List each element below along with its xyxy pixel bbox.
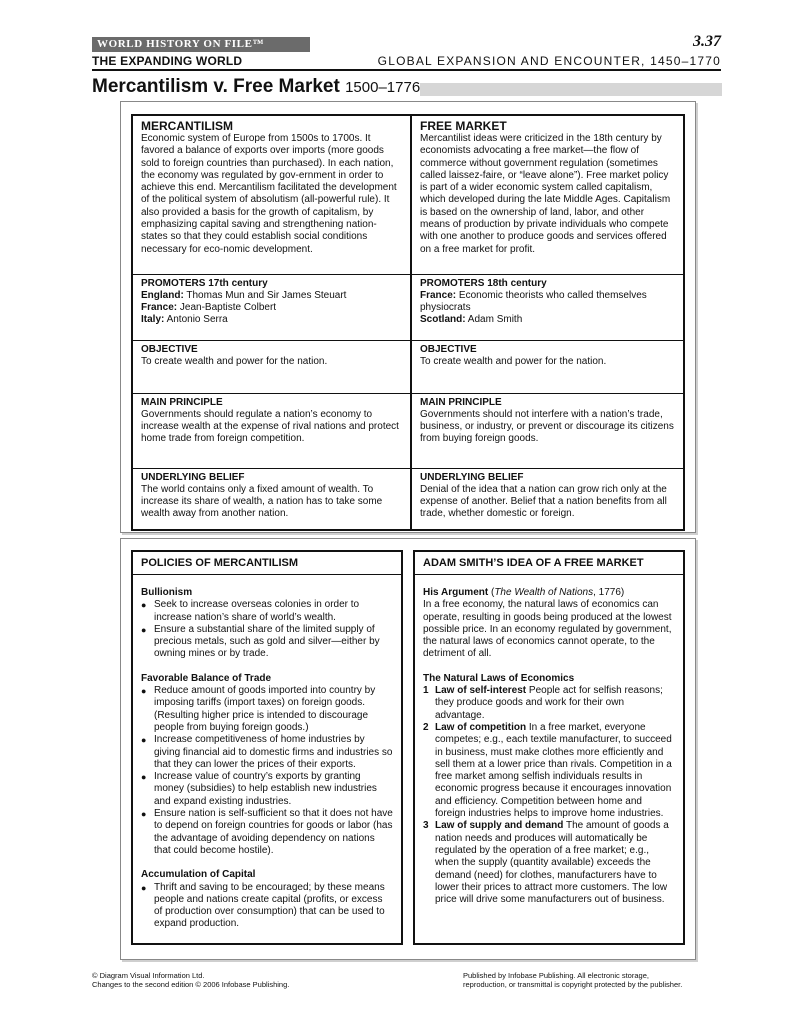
free-market-objective: To create wealth and power for the nation.: [420, 355, 607, 367]
promoter-names: Economic theorists who called themselves physiocrats: [420, 289, 647, 314]
list-item: [423, 685, 675, 722]
law-text: People act for selfish reasons; they produce goods and work for their own advantage.: [435, 685, 663, 721]
law-number: 1: [423, 685, 429, 697]
mercantilism-objective-cell: [132, 340, 411, 393]
free-market-belief-cell: [411, 468, 684, 530]
list-item: ● Reduce amount of goods imported into country by imposing tariffs (import taxes) on foreign goods. (Resulting higher price is intended to discourage people from buying foreign goods.): [141, 685, 393, 734]
mercantilism-promoters-heading: PROMOTERS 17th century: [141, 277, 268, 289]
trade-list: [141, 685, 393, 857]
series-label: WORLD HISTORY ON FILE™: [92, 37, 310, 52]
policies-heading: POLICIES OF MERCANTILISM: [133, 557, 401, 575]
header-rule: [92, 69, 721, 71]
argument-text: In a free economy, the natural laws of economics can operate, resulting in goods being produced at the lowest possible price. In an economy regulated by government, the natural laws of economics cannot operate, to the detriment of all.: [423, 599, 672, 660]
list-item: ● Seek to increase overseas colonies in order to increase nation’s share of world’s wealth.: [141, 599, 393, 624]
footer-edition: Changes to the second edition © 2006 Infobase Publishing.: [92, 980, 290, 989]
free-market-intro: Mercantilist ideas were criticized in the 18th century by economists advocating a free market—the flow of commerce without government regulation (sometimes called laissez-faire, or “leave alone”). Free market policy is part of a wider economic system called capitalism, which developed during the late Middle Ages. Capitalism is based on the ownership of land, labor, and other means of production by private individuals who compete with one another to produce goods and services offered on a free market for profit.: [420, 133, 671, 255]
law-text: In a free market, everyone competes; e.g., each textile manufacturer, to succeed in business, must make clothes more efficiently and sell them at a lower price than rivals. Competition in a free market among selfish individuals results in economic progress because it encourages innovation and efficiency. Competition between home and foreign industries helps to improve home industries.: [435, 721, 672, 820]
list-item: ● Thrift and saving to be encouraged; by these means people and nations create capital (profits, or excess of production over consumption) that can be used to expand production.: [141, 882, 393, 931]
law-title: Law of self-interest: [435, 685, 527, 697]
mercantilism-intro-cell: [132, 115, 411, 274]
smith-box: [413, 550, 685, 945]
trade-heading: Favorable Balance of Trade: [141, 672, 272, 684]
mercantilism-principle: Governments should regulate a nation’s economy to increase wealth at the expense of rival nations and protect home trade from foreign competition.: [141, 408, 399, 445]
mercantilism-heading: MERCANTILISM: [141, 119, 233, 133]
argument-year: , 1776): [593, 587, 625, 598]
page-title: [92, 76, 420, 98]
footer-copyright: © Diagram Visual Information Ltd.: [92, 971, 205, 980]
free-market-objective-cell: [411, 340, 684, 393]
promoter-country: England:: [141, 289, 184, 301]
promoter-country: France:: [420, 289, 457, 301]
footer-left: [92, 971, 289, 989]
free-market-intro-cell: [411, 115, 684, 274]
free-market-promoters-heading: PROMOTERS 18th century: [420, 277, 547, 289]
mercantilism-promoters-cell: [132, 274, 411, 340]
list-item: ● Increase competitiveness of home industries by giving financial aid to domestic firms and industries so that they can lower the prices of their exports.: [141, 734, 393, 771]
promoter-names: Jean-Baptiste Colbert: [179, 302, 277, 314]
promoter-country: France:: [141, 302, 178, 314]
smith-argument: [423, 587, 675, 661]
table-row: [132, 340, 684, 393]
mercantilism-belief-heading: UNDERLYING BELIEF: [141, 471, 245, 483]
law-title: Law of supply and demand: [435, 820, 564, 832]
promoter-line: [420, 314, 675, 326]
mercantilism-intro: Economic system of Europe from 1500s to 1700s. It favored a balance of exports over imports (more goods sold to foreign countries than purchased). In each nation, the economy was regulated by gov-ernment in order to achieve this end. Mercantilism facilitated the development of the political system of absolutism (all-powerful rule). It also provided a basis for the growth of capitalism, by emphasizing capital saving and strengthening nation-states so that they could establish social conditions necessary for eco-nomic development.: [141, 133, 397, 255]
promoter-names: Adam Smith: [467, 314, 523, 326]
free-market-objective-heading: OBJECTIVE: [420, 343, 477, 355]
policies-box: [131, 550, 403, 945]
list-item: ● Ensure nation is self-sufficient so that it does not have to depend on foreign countries for goods or labor (has the advantage of avoiding dependency on nations that could become hostile).: [141, 808, 393, 857]
list-item: ● Ensure a substantial share of the limited supply of precious metals, such as gold and silver—either by owning mines or by trade.: [141, 624, 393, 661]
argument-book: The Wealth of Nations: [494, 587, 594, 598]
law-text: The amount of goods a nation needs and produces will automatically be regulated by the operation of a free market; e.g., when the supply (quantity available) exceeds the demand (need) for clothes, manufacturers have to lower their prices to attract more customers. The low price will drive some manufacturers out of business.: [435, 820, 669, 906]
table-row: [132, 468, 684, 530]
title-main: Mercantilism v. Free Market: [92, 76, 340, 97]
table-row: [132, 115, 684, 274]
footer-right: [463, 971, 682, 989]
table-row: [132, 393, 684, 468]
page-number: 3.37: [693, 33, 721, 50]
capital-heading: Accumulation of Capital: [141, 869, 256, 881]
free-market-principle-cell: [411, 393, 684, 468]
footer-rights: reproduction, or transmittal is copyright protected by the publisher.: [463, 980, 683, 989]
smith-heading: ADAM SMITH’S IDEA OF A FREE MARKET: [415, 557, 683, 575]
promoter-country: Scotland:: [420, 314, 466, 326]
bullionism-list: [141, 599, 393, 660]
free-market-belief-heading: UNDERLYING BELIEF: [420, 471, 524, 483]
mercantilism-objective: To create wealth and power for the nation.: [141, 355, 328, 367]
free-market-belief: Denial of the idea that a nation can grow rich only at the expense of another. Belief that a nation benefits from all trade, whether domestic or foreign.: [420, 483, 667, 520]
promoter-names: Thomas Mun and Sir James Steuart: [186, 289, 347, 301]
promoter-line: [141, 314, 402, 326]
free-market-promoters-cell: [411, 274, 684, 340]
list-item: ● Increase value of country’s exports by granting money (subsidies) to help establish new industries and expand existing industries.: [141, 771, 393, 808]
title-shade-bar: [420, 83, 722, 96]
mercantilism-belief-cell: [132, 468, 411, 530]
capital-list: [141, 882, 393, 931]
unit-title: GLOBAL EXPANSION AND ENCOUNTER, 1450–1770: [377, 54, 721, 68]
law-number: 3: [423, 820, 429, 832]
mercantilism-principle-cell: [132, 393, 411, 468]
mercantilism-belief: The world contains only a fixed amount of wealth. To increase its share of wealth, a nation has to take some wealth away from another nation.: [141, 483, 383, 520]
list-item: [423, 820, 675, 906]
promoter-country: Italy:: [141, 314, 165, 326]
bullionism-heading: Bullionism: [141, 587, 193, 598]
free-market-heading: FREE MARKET: [420, 119, 507, 133]
promoter-line: [141, 290, 402, 302]
footer-publisher: Published by Infobase Publishing. All electronic storage,: [463, 971, 649, 980]
mercantilism-principle-heading: MAIN PRINCIPLE: [141, 396, 223, 408]
free-market-principle-heading: MAIN PRINCIPLE: [420, 396, 502, 408]
laws-heading: The Natural Laws of Economics: [423, 672, 575, 684]
comparison-table: [131, 114, 685, 531]
table-row: [132, 274, 684, 340]
mercantilism-objective-heading: OBJECTIVE: [141, 343, 198, 355]
promoter-line: [141, 302, 402, 314]
title-dates: 1500–1776: [345, 79, 421, 96]
law-title: Law of competition: [435, 721, 527, 733]
argument-paren: (: [488, 587, 495, 598]
argument-label: His Argument: [423, 587, 489, 598]
law-number: 2: [423, 721, 429, 733]
free-market-principle: Governments should not interfere with a nation’s trade, business, or industry, or prevent or discourage its citizens from buying foreign goods.: [420, 408, 674, 445]
promoter-names: Antonio Serra: [166, 314, 228, 326]
promoter-line: [420, 290, 675, 315]
laws-list: [423, 685, 675, 906]
list-item: [423, 722, 675, 820]
book-title: THE EXPANDING WORLD: [92, 54, 243, 68]
